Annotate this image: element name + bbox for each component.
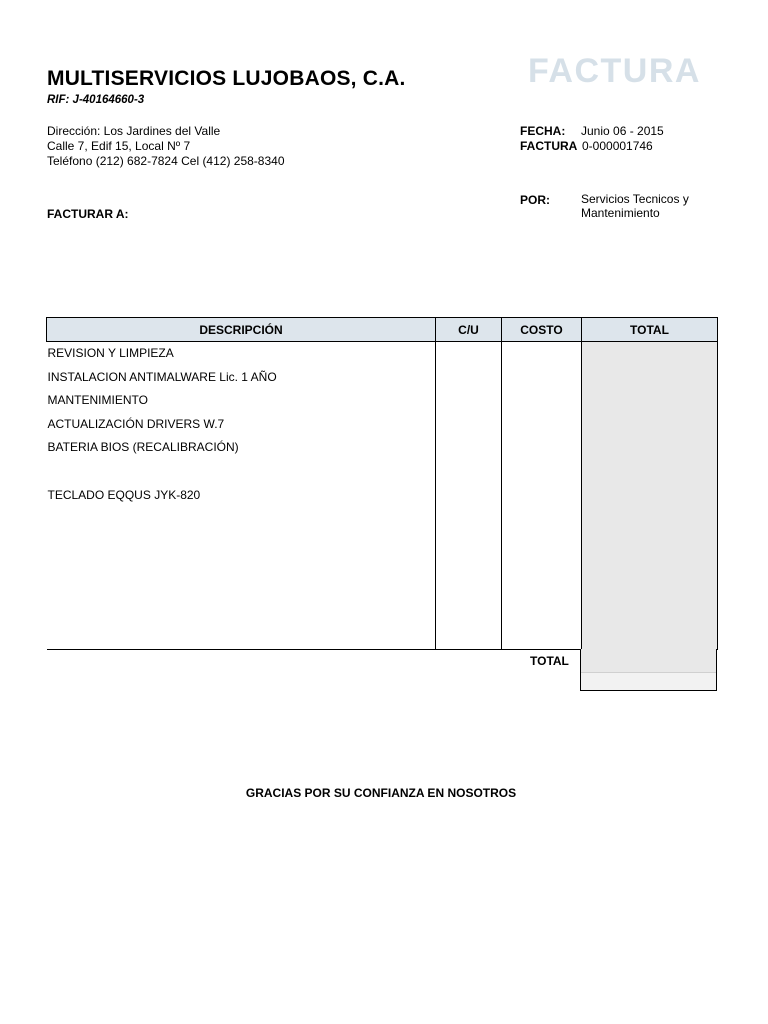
invoice-number-label: FACTURA <box>520 139 578 153</box>
grand-total-box <box>580 649 717 691</box>
unit-price-column <box>436 342 502 650</box>
bill-to-label: FACTURAR A: <box>47 207 129 221</box>
description-column <box>47 342 436 650</box>
cost-column <box>502 342 582 650</box>
por-label: POR: <box>520 193 550 207</box>
grand-total-label: TOTAL <box>530 654 569 668</box>
header-costo: COSTO <box>502 318 582 342</box>
thank-you-message: GRACIAS POR SU CONFIANZA EN NOSOTROS <box>245 786 517 800</box>
por-value: Servicios Tecnicos y Mantenimiento <box>581 192 689 220</box>
header-cu: C/U <box>436 318 502 342</box>
address-phone: Teléfono (212) 682-7824 Cel (412) 258-8340 <box>47 154 285 168</box>
address-line-1: Dirección: Los Jardines del Valle <box>47 124 221 138</box>
line-item-description: INSTALACION ANTIMALWARE Lic. 1 AÑO <box>47 369 277 384</box>
line-item-description: ACTUALIZACIÓN DRIVERS W.7 <box>47 416 225 431</box>
table-header-row <box>47 318 718 342</box>
address-line-2: Calle 7, Edif 15, Local Nº 7 <box>47 139 191 153</box>
grand-total-value <box>581 649 716 673</box>
company-name: MULTISERVICIOS LUJOBAOS, C.A. <box>47 67 406 90</box>
header-total: TOTAL <box>582 318 718 342</box>
items-table <box>46 317 718 650</box>
grand-total-extra <box>581 673 716 690</box>
line-item-description <box>47 460 436 484</box>
date-value: Junio 06 - 2015 <box>581 124 664 138</box>
header-descripcion: DESCRIPCIÓN <box>47 318 436 342</box>
date-label: FECHA: <box>520 124 566 138</box>
line-item-description: REVISION Y LIMPIEZA <box>47 346 174 360</box>
invoice-number-value: 0-000001746 <box>582 139 653 153</box>
document-title: FACTURA <box>528 52 701 90</box>
rif-number: RIF: J-40164660-3 <box>47 94 145 106</box>
table-body-row <box>47 342 718 650</box>
total-column <box>582 342 718 650</box>
line-item-description: BATERIA BIOS (RECALIBRACIÓN) <box>47 440 239 455</box>
line-item-description: TECLADO EQQUS JYK-820 <box>47 487 201 502</box>
line-item-description: MANTENIMIENTO <box>47 393 148 408</box>
